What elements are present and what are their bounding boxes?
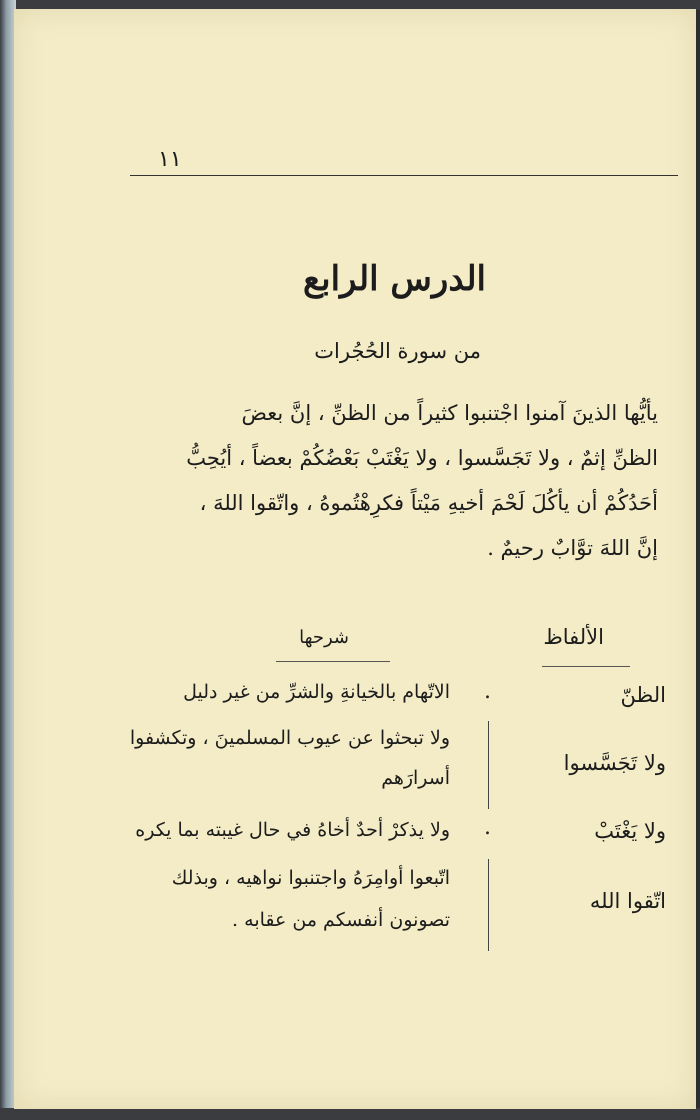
separator-bar xyxy=(488,859,489,951)
explanation-header-rule xyxy=(276,661,390,662)
explanation-line: ولا تبحثوا عن عيوب المسلمينَ ، وتكشفوا xyxy=(129,727,450,749)
book-page xyxy=(14,9,696,1109)
separator-dot: . xyxy=(484,679,491,704)
verse-line: يأيُّها الذينَ آمنوا اجْتنبوا كثيراً من الظنِّ ، إنَّ بعضَ xyxy=(241,401,658,425)
words-column-header: الألفاظ xyxy=(543,625,604,649)
separator-dot: . xyxy=(484,815,491,840)
term-item: الظنّ xyxy=(620,683,666,707)
explanation-line: ولا يذكرْ أحدٌ أخاهُ في حال غيبته بما يكره xyxy=(135,819,450,841)
lesson-subtitle: من سورة الحُجُرات xyxy=(314,339,481,363)
explanation-line: الاتّهام بالخيانةِ والشرِّ من غير دليل xyxy=(183,681,450,703)
explanation-column-header: شرحها xyxy=(299,627,349,648)
lesson-title: الدرس الرابع xyxy=(303,259,486,299)
term-item: ولا يَغْتَبْ xyxy=(594,819,666,843)
words-header-rule xyxy=(542,666,630,667)
quran-verse xyxy=(118,391,658,571)
explanation-line: اتّبعوا أوامِرَهُ واجتنبوا نواهيه ، وبذلك xyxy=(171,867,450,889)
verse-line: إنَّ اللهَ توَّابٌ رحيمٌ . xyxy=(487,536,658,560)
header-rule xyxy=(130,175,678,176)
separator-bar xyxy=(488,721,489,809)
verse-line: الظنِّ إثمٌ ، ولا تَجَسَّسوا ، ولا يَغْتَبْ بَعْضُكُمْ بعضاً ، أيُحِبُّ xyxy=(186,446,658,470)
explanation-line: تصونون أنفسكم من عقابه . xyxy=(232,909,450,931)
scanner-edge-bottom xyxy=(0,1108,700,1120)
term-item: ولا تَجَسَّسوا xyxy=(563,751,666,775)
verse-line: أحَدُكُمْ أن يأكُلَ لَحْمَ أخيهِ مَيْتاً فكرِهْتُموهُ ، واتّقوا اللهَ ، xyxy=(199,491,658,515)
explanation-line: أسرارَهم xyxy=(381,767,450,789)
term-item: اتّقوا الله xyxy=(589,889,666,913)
page-number: ١١ xyxy=(158,147,182,172)
